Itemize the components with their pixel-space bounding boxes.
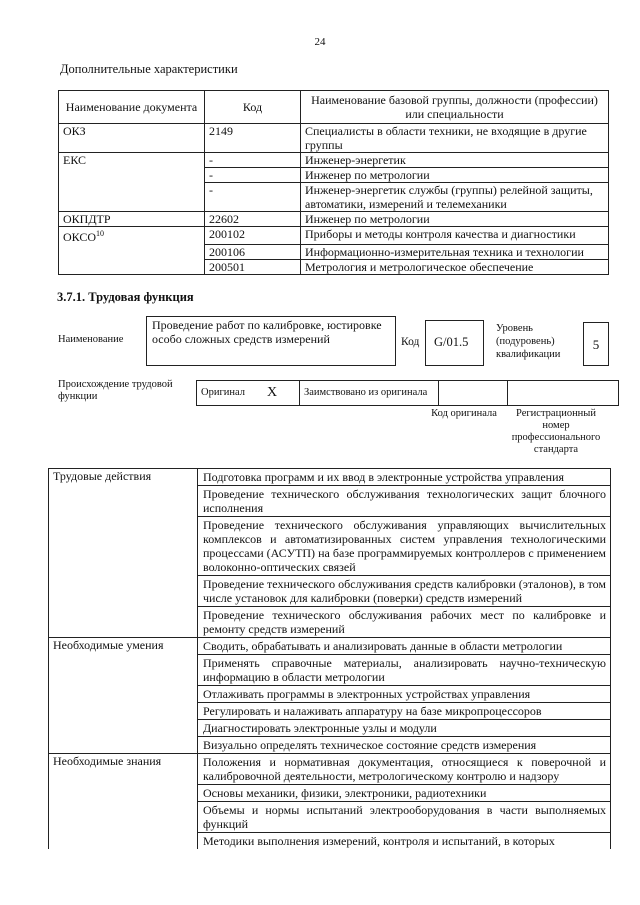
code-cell: 200106: [205, 244, 301, 259]
table-row: [49, 833, 611, 850]
code-cell: 200501: [205, 259, 301, 274]
borrowed-label: Заимствовано из оригинала: [300, 381, 439, 406]
table-row: [49, 638, 611, 655]
category-label: Трудовые действия: [49, 469, 198, 486]
category-spacer: [49, 833, 198, 850]
function-code-box: G/01.5: [425, 320, 484, 366]
code-cell: 22602: [205, 212, 301, 227]
origin-row: [197, 381, 619, 406]
list-item: Проведение технического обслуживания технологических защит блочного исполнения: [198, 486, 611, 517]
column-header-group-name: Наименование базовой группы, должности (профессии) или специальности: [301, 91, 609, 124]
list-item: Визуально определять техническое состояние средств измерения: [198, 737, 611, 754]
table-row: [49, 469, 611, 486]
table-row: [49, 686, 611, 703]
table-row: [59, 244, 609, 259]
category-spacer: [49, 720, 198, 737]
doc-cell: [59, 227, 205, 245]
doc-cell: [59, 244, 205, 259]
doc-cell: ОКЗ: [59, 124, 205, 153]
category-spacer: [49, 655, 198, 686]
list-item: Проведение технического обслуживания управляющих вычислительных комплексов и автоматизированных систем управления технологическими процессами (АСУТП) на базе программируемых контроллеров с применением волоконно-оптических связей: [198, 517, 611, 576]
category-label: Необходимые умения: [49, 638, 198, 655]
origin-table: [196, 380, 619, 406]
group-name-cell: Инженер по метрологии: [301, 168, 609, 183]
competency-table: [48, 468, 611, 849]
section-title: Дополнительные характеристики: [60, 62, 238, 76]
table-row: [49, 607, 611, 638]
table-row: [49, 720, 611, 737]
original-code-cell: [439, 381, 508, 406]
original-mark: X: [263, 381, 300, 406]
function-heading: 3.7.1. Трудовая функция: [57, 290, 194, 304]
name-label: Наименование: [58, 334, 124, 345]
footnote-mark: 10: [96, 229, 105, 238]
category-spacer: [49, 802, 198, 833]
table-row: [59, 183, 609, 212]
table-row: [59, 259, 609, 274]
table-row: [59, 227, 609, 245]
code-cell: -: [205, 153, 301, 168]
table-row: [49, 703, 611, 720]
list-item: Положения и нормативная документация, относящиеся к поверочной и калибровочной деятельности, метрологическому контролю и надзору: [198, 754, 611, 785]
list-item: Объемы и нормы испытаний электрооборудования в части выполняемых функций: [198, 802, 611, 833]
table-row: [49, 785, 611, 802]
doc-cell-text: ОКСО: [63, 230, 97, 244]
category-spacer: [49, 703, 198, 720]
category-spacer: [49, 737, 198, 754]
classification-table: [58, 90, 609, 275]
group-name-cell: Приборы и методы контроля качества и диагностики: [301, 227, 609, 245]
original-label: Оригинал: [197, 381, 264, 406]
category-spacer: [49, 607, 198, 638]
table-row: [49, 737, 611, 754]
list-item: Проведение технического обслуживания рабочих мест по калибровке и ремонту средств измерений: [198, 607, 611, 638]
table-row: [59, 124, 609, 153]
category-spacer: [49, 517, 198, 576]
table-row: [49, 655, 611, 686]
table-header-row: [59, 91, 609, 124]
column-header-code: Код: [205, 91, 301, 124]
table-row: [59, 153, 609, 168]
category-spacer: [49, 785, 198, 802]
code-cell: 200102: [205, 227, 301, 245]
group-name-cell: Инженер по метрологии: [301, 212, 609, 227]
table-row: [49, 576, 611, 607]
table-row: [49, 486, 611, 517]
doc-cell: ЕКС: [59, 153, 205, 168]
list-item: Проведение технического обслуживания средств калибровки (эталонов), в том числе установок для калибровки (поверки) средств измерений: [198, 576, 611, 607]
doc-cell: [59, 259, 205, 274]
group-name-cell: Инженер-энергетик службы (группы) релейной защиты, автоматики, измерений и телемеханики: [301, 183, 609, 212]
group-name-cell: Инженер-энергетик: [301, 153, 609, 168]
code-original-caption: Код оригинала: [431, 408, 497, 419]
list-item: Диагностировать электронные узлы и модули: [198, 720, 611, 737]
code-cell: 2149: [205, 124, 301, 153]
level-label: Уровень (подуровень) квалификации: [496, 323, 561, 360]
origin-label: Происхождение трудовой функции: [58, 379, 173, 402]
page-number: 24: [314, 36, 326, 48]
doc-cell: [59, 168, 205, 183]
list-item: Регулировать и налаживать аппаратуру на базе микропроцессоров: [198, 703, 611, 720]
group-name-cell: Специалисты в области техники, не входящие в другие группы: [301, 124, 609, 153]
table-row: [59, 212, 609, 227]
list-item: Применять справочные материалы, анализировать научно-техническую информацию в области метрологии: [198, 655, 611, 686]
category-spacer: [49, 486, 198, 517]
table-row: [49, 754, 611, 785]
code-cell: -: [205, 183, 301, 212]
category-spacer: [49, 686, 198, 703]
list-item: Отлаживать программы в электронных устройствах управления: [198, 686, 611, 703]
column-header-document: Наименование документа: [59, 91, 205, 124]
group-name-cell: Информационно-измерительная техника и технологии: [301, 244, 609, 259]
registration-number-cell: [508, 381, 619, 406]
doc-cell: [59, 183, 205, 212]
list-item: Сводить, обрабатывать и анализировать данные в области метрологии: [198, 638, 611, 655]
category-spacer: [49, 576, 198, 607]
category-label: Необходимые знания: [49, 754, 198, 785]
table-row: [49, 517, 611, 576]
registration-number-caption: Регистрационный номер профессионального стандарта: [511, 408, 601, 455]
group-name-cell: Метрология и метрологическое обеспечение: [301, 259, 609, 274]
table-row: [49, 802, 611, 833]
code-cell: -: [205, 168, 301, 183]
doc-cell: ОКПДТР: [59, 212, 205, 227]
function-name-box: Проведение работ по калибровке, юстировке особо сложных средств измерений: [146, 316, 396, 366]
table-row: [59, 168, 609, 183]
list-item: Подготовка программ и их ввод в электронные устройства управления: [198, 469, 611, 486]
list-item: Основы механики, физики, электроники, радиотехники: [198, 785, 611, 802]
level-value-box: 5: [583, 322, 609, 366]
list-item: Методики выполнения измерений, контроля и испытаний, в которых: [198, 833, 611, 850]
code-label: Код: [401, 336, 420, 348]
